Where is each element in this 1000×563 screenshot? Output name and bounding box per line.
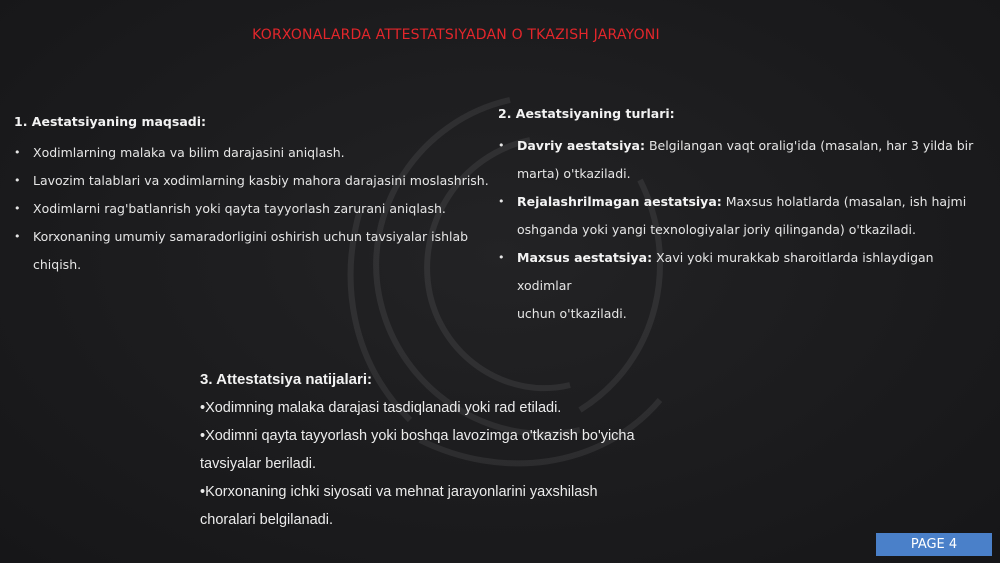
list-item: • Rejalashrilmagan aestatsiya: Maxsus holatlarda (masalan, ish hajmi [498,188,988,216]
section-results [200,366,720,534]
list-item: • Xodimlarning malaka va bilim darajasini aniqlash. [14,139,494,167]
bullet-icon: • [14,146,21,159]
bullet-icon: • [498,139,505,152]
page-number-badge: PAGE 4 [876,533,992,556]
result-line: choralari belgilanadi. [200,512,333,528]
list-item: • Korxonaning umumiy samaradorligini oshirish uchun tavsiyalar ishlab [14,223,494,251]
section-heading: 2. Aestatsiyaning turlari: [498,106,675,121]
goals-list [14,139,494,279]
list-item: • Maxsus aestatsiya: Xavi yoki murakkab sharoitlarda ishlaydigan xodimlar [498,244,988,300]
section-heading: 1. Aestatsiyaning maqsadi: [14,114,206,129]
section-heading: 3. Attestatsiya natijalari: [200,371,373,388]
bullet-icon: • [14,230,21,243]
list-item: • Lavozim talablari va xodimlarning kasbiy mahora darajasini moslashrish. [14,167,494,195]
section-types [498,103,988,328]
list-item-continuation: oshganda yoki yangi texnologiyalar joriy qilinganda) o'tkaziladi. [517,222,916,237]
result-line: •Xodimni qayta tayyorlash yoki boshqa lavozimga o'tkazish bo'yicha [200,428,635,444]
page-title: KORXONALARDA ATTESTATSIYADAN O TKAZISH JARAYONI [252,27,660,43]
list-item-continuation: uchun o'tkaziladi. [517,306,627,321]
bullet-icon: • [14,202,21,215]
bullet-icon: • [498,195,505,208]
result-line: •Korxonaning ichki siyosati va mehnat jarayonlarini yaxshilash [200,484,598,500]
list-item-continuation: chiqish. [33,257,82,272]
bullet-icon: • [498,251,505,264]
types-list [498,132,988,328]
result-line: tavsiyalar beriladi. [200,456,317,472]
list-item-continuation: marta) o'tkaziladi. [517,166,631,181]
section-goals [14,112,494,279]
bullet-icon: • [14,174,21,187]
list-item: • Xodimlarni rag'batlanrish yoki qayta tayyorlash zarurani aniqlash. [14,195,494,223]
list-item: • Davriy aestatsiya: Belgilangan vaqt oralig'ida (masalan, har 3 yilda bir [498,132,988,160]
result-line: •Xodimning malaka darajasi tasdiqlanadi yoki rad etiladi. [200,400,562,416]
